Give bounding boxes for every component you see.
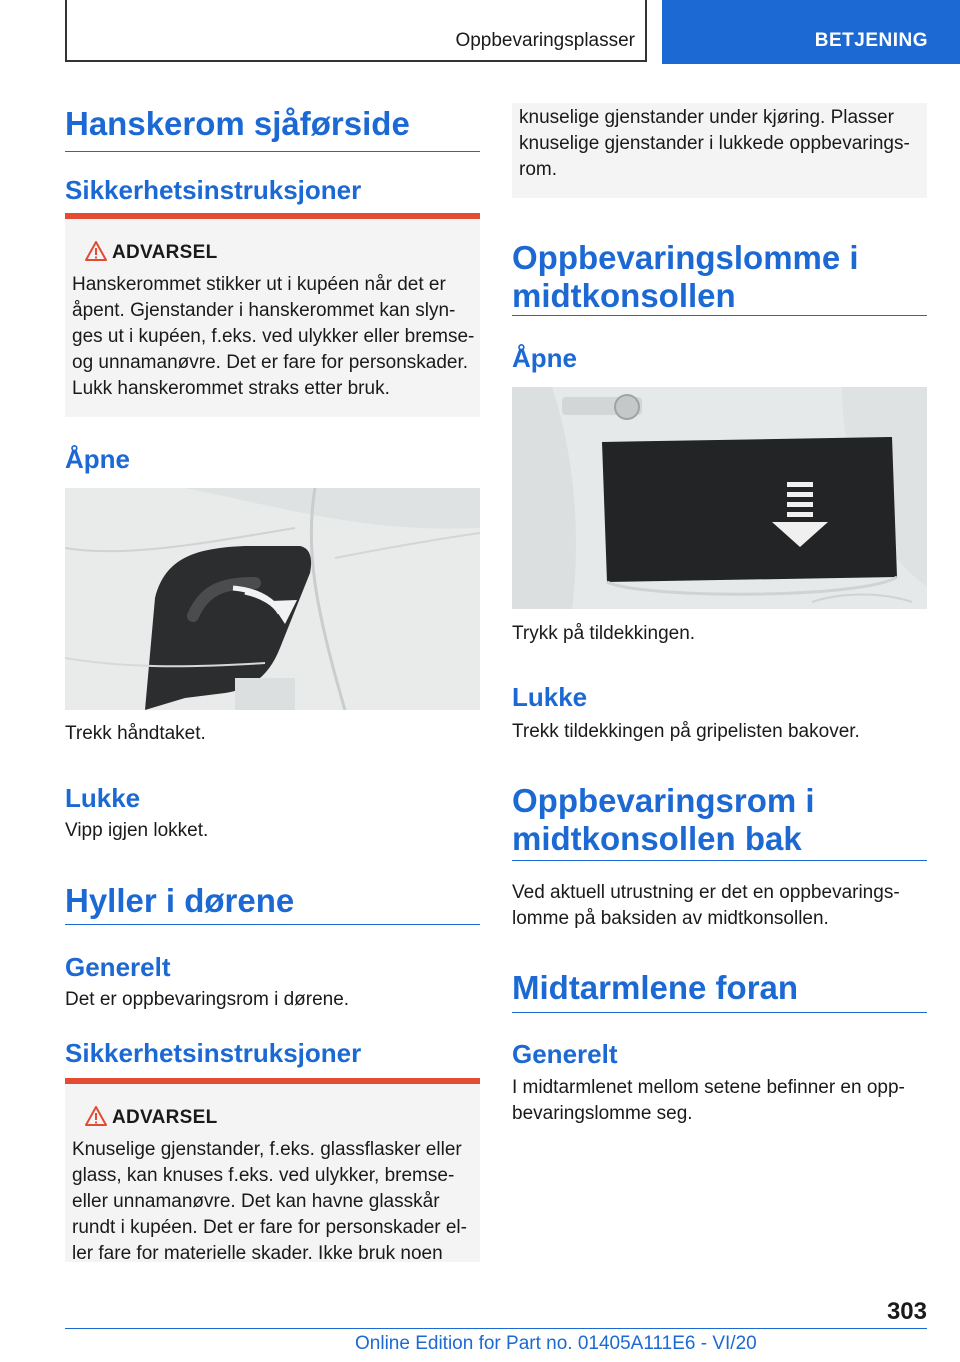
warning-line: ges ut i kupéen, f.eks. ved ulykker eller bremse‐ [72,326,475,347]
rear-text-line: lomme på baksiden av midtkonsollen. [512,908,829,929]
warning-line: Knuselige gjenstander, f.eks. glassflasker eller [72,1139,462,1160]
close-heading-right: Lukke [512,682,588,712]
doors-rule [65,924,480,925]
warning-triangle-icon [85,1106,107,1131]
warning-line: og unnamanøvre. Det er fare for personskader. [72,352,469,373]
warning-line: Lukk hanskerommet straks etter bruk. [72,378,390,399]
rear-title-line: Oppbevaringsrom i [512,782,815,819]
general-text-right [512,1075,927,1127]
rear-text [512,880,927,932]
rear-section [512,782,927,861]
warning-text [519,105,924,183]
close-heading-left: Lukke [65,783,141,813]
warning-line: Hanskerommet stikker ut i kupéen når det er [72,274,446,295]
warning-triangle-icon [85,241,107,266]
doors-section [65,882,480,925]
page-title: Hanskerom sjåførside [65,105,410,142]
general-text-line: bevaringslomme seg. [512,1103,693,1124]
warning-box-1 [65,213,480,417]
footer-edition: Online Edition for Part no. 01405A111E6 - VI/20 [355,1333,757,1354]
safety-heading: Sikkerhetsinstruksjoner [65,175,362,205]
close-text-right: Trekk tildekkingen på gripelisten bakover. [512,721,860,742]
warning-title: ADVARSEL [112,1107,218,1128]
general-text-left: Det er oppbevaringsrom i dørene. [65,989,350,1010]
general-heading-right: Generelt [512,1039,618,1069]
rear-text-line: Ved aktuell utrustning er det en oppbevarings‐ [512,882,900,903]
safety-heading-2: Sikkerhetsinstruksjoner [65,1038,362,1068]
warning-line: ler fare for materielle skader. Ikke bruk noen [72,1243,443,1264]
pocket-title-line: midtkonsollen [512,277,736,314]
warning-line: glass, kan knuses f.eks. ved ulykker, bremse‐ [72,1165,455,1186]
open-caption-right: Trykk på tildekkingen. [512,623,696,644]
open-heading-left: Åpne [65,444,130,474]
warning-line: rundt i kupéen. Det er fare for personskader el‐ [72,1217,467,1238]
pocket-title-line: Oppbevaringslomme i [512,239,859,276]
open-caption-left: Trekk håndtaket. [65,723,206,744]
chapter-tab-label: BETJENING [814,30,928,51]
pocket-rule [512,315,927,316]
left-column [65,105,480,205]
close-text-left: Vipp igjen lokket. [65,820,209,841]
armrest-title: Midtarmlene foran [512,969,799,1006]
glovebox-image [65,488,480,710]
warning-bar [65,213,480,219]
warning-line: åpent. Gjenstander i hanskerommet kan slyn‐ [72,300,456,321]
console-image [512,387,927,609]
rear-title-line: midtkonsollen bak [512,820,802,857]
open-heading-right: Åpne [512,343,577,373]
rear-rule [512,860,927,861]
warning-line: knuselige gjenstander i lukkede oppbevarings‐ [519,133,910,154]
warning-box-2 [65,1078,480,1262]
header-section-title: Oppbevaringsplasser [455,30,635,51]
general-text-line: I midtarmlenet mellom setene befinner en opp‐ [512,1077,905,1098]
warning-line: eller unnamanøvre. Det kan havne glasskår [72,1191,440,1212]
warning-line: rom. [519,159,557,180]
warning-text [72,272,477,402]
chapter-tab[interactable] [662,0,960,64]
pocket-section [512,239,927,316]
armrest-section [512,969,927,1013]
warning-line: knuselige gjenstander under kjøring. Plasser [519,107,894,128]
general-heading-left: Generelt [65,952,171,982]
title-rule [65,151,480,152]
warning-bar [65,1078,480,1084]
warning-box-continued [512,103,927,198]
page-number: 303 [886,1298,927,1325]
footer-rule [65,1328,927,1329]
doors-title: Hyller i dørene [65,882,295,919]
warning-text [72,1137,477,1267]
armrest-rule [512,1012,927,1013]
warning-title: ADVARSEL [112,242,218,263]
